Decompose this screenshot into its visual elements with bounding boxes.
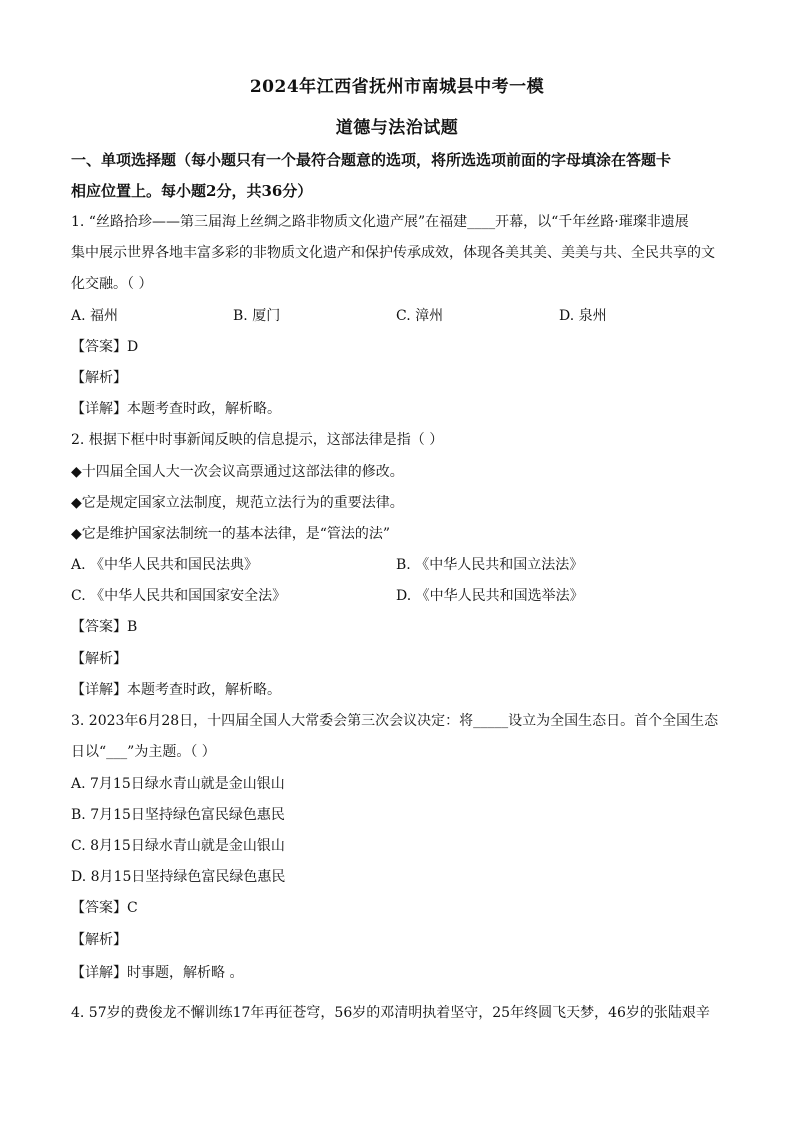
document-subtitle: 道德与法治试题 — [335, 118, 459, 138]
q1-option-b: B. 厦门 — [233, 308, 281, 324]
q2-bullet-1: ◆十四届全国人大一次会议高票通过这部法律的修改。 — [71, 464, 404, 480]
section-heading-line-1: 一、单项选择题（每小题只有一个最符合题意的选项，将所选选项前面的字母填涂在答题卡 — [71, 151, 672, 169]
q2-option-b: B. 《中华人民共和国立法法》 — [396, 557, 584, 573]
document-title: 2024年江西省抚州市南城县中考一模 — [249, 77, 545, 97]
q3-option-b: B. 7月15日坚持绿色富民绿色惠民 — [71, 807, 285, 823]
q3-detail: 【详解】时事题，解析略 。 — [71, 965, 244, 981]
q3-stem-line-1: 3. 2023年6月28日，十四届全国人大常委会第三次会议决定：将_____设立为全国生态日。首个全国生态 — [71, 713, 719, 729]
q2-option-a: A. 《中华人民共和国民法典》 — [71, 557, 259, 573]
q2-stem: 2. 根据下框中时事新闻反映的信息提示，这部法律是指（ ） — [71, 432, 444, 448]
q2-analysis-label: 【解析】 — [71, 651, 127, 667]
q3-option-d: D. 8月15日坚持绿色富民绿色惠民 — [71, 869, 286, 885]
q2-option-c: C. 《中华人民共和国国家安全法》 — [71, 588, 287, 604]
q3-answer: 【答案】C — [71, 900, 138, 916]
q2-detail: 【详解】本题考查时政，解析略。 — [71, 682, 281, 698]
q1-stem-line-2: 集中展示世界各地丰富多彩的非物质文化遗产和保护传承成效，体现各美其美、美美与共、全民共享的文 — [71, 245, 715, 261]
q1-stem-line-1: 1. “丝路拾珍——第三届海上丝绸之路非物质文化遗产展”在福建____开幕，以“千年丝路·璀璨非遗展 — [71, 214, 689, 230]
q1-option-d: D. 泉州 — [559, 308, 607, 324]
q3-option-c: C. 8月15日绿水青山就是金山银山 — [71, 838, 285, 854]
q2-answer: 【答案】B — [71, 619, 138, 635]
q3-stem-line-2: 日以“___”为主题。（ ） — [71, 744, 216, 760]
q1-answer: 【答案】D — [71, 339, 139, 355]
q2-bullet-2: ◆它是规定国家立法制度，规范立法行为的重要法律。 — [71, 495, 404, 511]
q3-option-a: A. 7月15日绿水青山就是金山银山 — [71, 776, 285, 792]
q1-option-c: C. 漳州 — [396, 308, 444, 324]
q1-analysis-label: 【解析】 — [71, 370, 127, 386]
q1-detail: 【详解】本题考查时政，解析略。 — [71, 401, 281, 417]
q3-analysis-label: 【解析】 — [71, 932, 127, 948]
q1-option-a: A. 福州 — [71, 308, 119, 324]
q4-stem-line-1: 4. 57岁的费俊龙不懈训练17年再征苍穹，56岁的邓清明执着坚守，25年终圆飞天梦，46岁的张陆艰辛 — [71, 1005, 710, 1021]
q2-bullet-3: ◆它是维护国家法制统一的基本法律，是“管法的法” — [71, 526, 391, 542]
q1-stem-line-3: 化交融。（ ） — [71, 276, 153, 292]
section-heading-line-2: 相应位置上。每小题2分，共36分） — [71, 182, 313, 200]
q2-option-d: D. 《中华人民共和国选举法》 — [396, 588, 584, 604]
